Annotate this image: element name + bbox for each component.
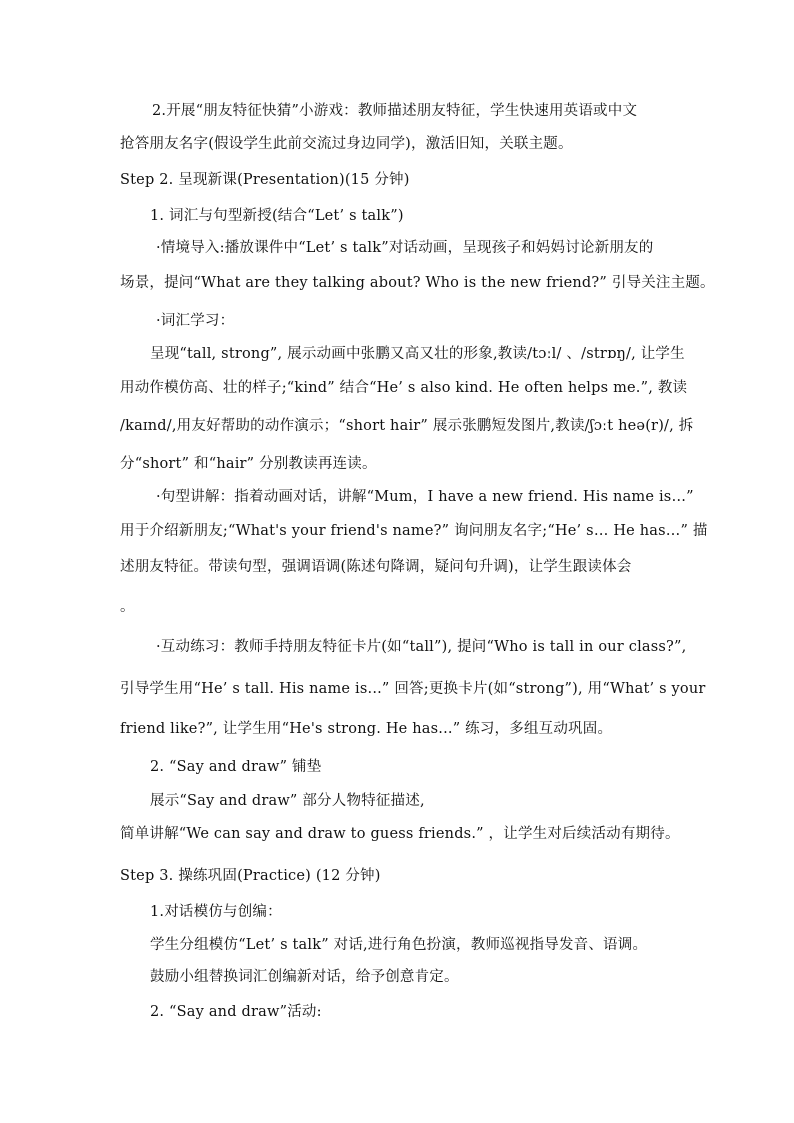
vocab-heading: ·词汇学习： (156, 313, 235, 329)
paragraph-line-13: ·互动练习：教师手持朋友特征卡片(如“tall”), 提问“Who is tall in our class?”, (156, 639, 687, 655)
paragraph-line-17: 简单讲解“We can say and draw to guess friends.” ，让学生对后续活动有期待。 (120, 826, 680, 842)
subsection-heading-3: 1.对话模仿与创编： (150, 904, 282, 920)
paragraph-line-19: 鼓励小组替换词汇创编新对话，给予创意肯定。 (150, 969, 459, 985)
paragraph-line-16: 展示“Say and draw” 部分人物特征描述, (150, 793, 425, 809)
paragraph-line-1: 2.开展“朋友特征快猜”小游戏：教师描述朋友特征，学生快速用英语或中文 (152, 103, 638, 119)
paragraph-line-9: ·句型讲解：指着动画对话，讲解“Mum，I have a new friend. His name is…” (156, 489, 694, 505)
paragraph-line-10: 用于介绍新朋友;“What's your friend's name?” 询问朋友名字;“He’ s… He has…” 描 (120, 523, 708, 539)
paragraph-line-3: ·情境导入:播放课件中“Let’ s talk”对话动画，呈现孩子和妈妈讨论新朋友的 (156, 240, 654, 256)
subsection-heading-2: 2. “Say and draw” 铺垫 (150, 759, 322, 775)
step-3-heading: Step 3. 操练巩固(Practice) (12 分钟) (120, 868, 381, 884)
paragraph-line-18: 学生分组模仿“Let’ s talk” 对话,进行角色扮演，教师巡视指导发音、语调。 (150, 937, 648, 953)
subsection-heading-4: 2. “Say and draw”活动: (150, 1004, 322, 1020)
paragraph-line-6: 用动作模仿高、壮的样子;“kind” 结合“He’ s also kind. He often helps me.”, 教读 (120, 380, 688, 396)
paragraph-line-4: 场景，提问“What are they talking about? Who is the new friend?” 引导关注主题。 (120, 275, 715, 291)
subsection-heading: 1. 词汇与句型新授(结合“Let’ s talk”) (150, 208, 404, 224)
step-2-heading: Step 2. 呈现新课(Presentation)(15 分钟) (120, 172, 410, 188)
paragraph-line-11: 述朋友特征。带读句型，强调语调(陈述句降调，疑问句升调)，让学生跟读体会 (120, 559, 632, 575)
paragraph-line-15: friend like?”, 让学生用“He's strong. He has...” 练习，多组互动巩固。 (120, 721, 613, 737)
paragraph-line-12: 。 (120, 599, 135, 615)
paragraph-line-14: 引导学生用“He’ s tall. His name is...” 回答;更换卡片(如“strong”), 用“What’ s your (120, 681, 706, 697)
paragraph-line-8: 分“short” 和“hair” 分别教读再连读。 (120, 456, 377, 472)
paragraph-line-7: /kaɪnd/,用友好帮助的动作演示；“short hair” 展示张鹏短发图片,教读/ʃɔːt heə(r)/, 拆 (120, 418, 694, 434)
paragraph-line-5: 呈现“tall, strong”, 展示动画中张鹏又高又壮的形象,教读/tɔːl/ 、/strɒŋ/, 让学生 (150, 346, 685, 362)
paragraph-line-2: 抢答朋友名字(假设学生此前交流过身边同学)，激活旧知，关联主题。 (120, 136, 573, 152)
